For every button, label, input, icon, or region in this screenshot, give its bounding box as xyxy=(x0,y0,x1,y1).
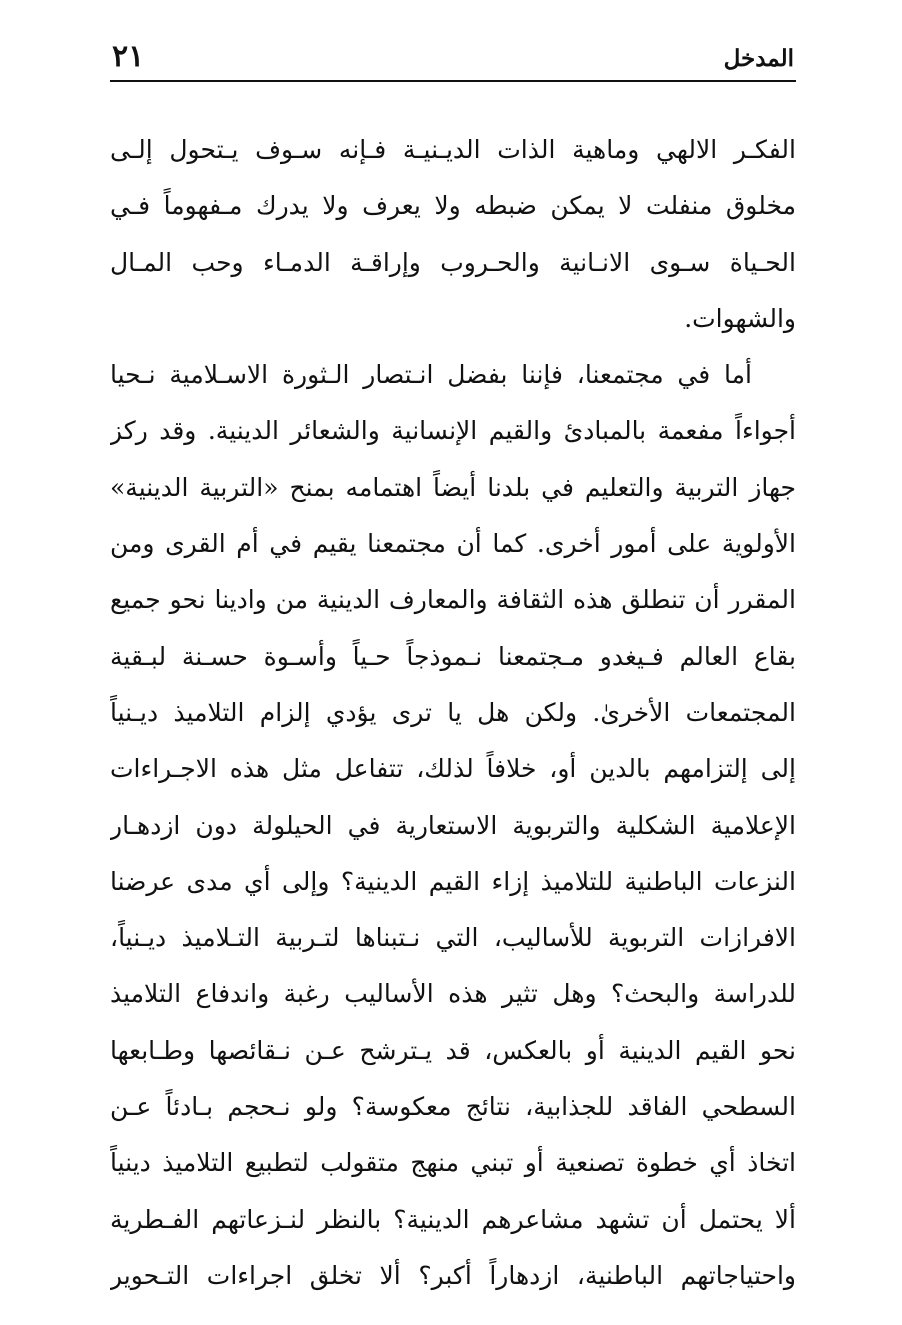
text-line: الفكـر الالهي وماهية الذات الديـنيـة فـإنه سـوف يـتحول إلـى xyxy=(110,135,796,164)
text-line: جهاز التربية والتعليم في بلدنا أيضاً اهتمامه بمنح «التربية الدينية» xyxy=(110,472,796,502)
text-line: النزعات الباطنية للتلاميذ إزاء القيم الدينية؟ وإلى أي مدى عرضنا xyxy=(110,866,796,896)
text-line: الافرازات التربوية للأساليب، التي نـتبناها لتـربية التـلاميذ ديـنياً، xyxy=(110,923,796,953)
text-line: للدراسة والبحث؟ وهل تثير هذه الأساليب رغبة واندفاع التلاميذ xyxy=(110,979,796,1009)
text-line: بقاع العالم فـيغدو مـجتمعنا نـموذجاً حـياً وأسـوة حسـنة لبـقية xyxy=(110,641,796,671)
text-line: أما في مجتمعنا، فإننا بفضل انـتصار الـثورة الاسـلامية نـحيا xyxy=(110,360,752,390)
text-line: والشهوات. xyxy=(684,303,796,333)
header-divider xyxy=(110,80,796,82)
text-line: الإعلامية الشكلية والتربوية الاستعارية في الحيلولة دون ازدهـار xyxy=(110,810,796,840)
text-line: الحـياة سـوى الانـانية والحـروب وإراقـة الدمـاء وحب المـال xyxy=(110,247,796,277)
chapter-title: المدخل xyxy=(723,45,794,72)
text-line: اتخاذ أي خطوة تصنعية أو تبني منهج متقولب لتطبيع التلاميذ دينياً xyxy=(110,1148,796,1178)
text-line: أجواءاً مفعمة بالمبادئ والقيم الإنسانية والشعائر الدينية. وقد ركز xyxy=(110,416,796,446)
text-line: المقرر أن تنطلق هذه الثقافة والمعارف الدينية من وادينا نحو جميع xyxy=(110,585,796,615)
text-line: المجتمعات الأخرىٰ. ولكن هل يا ترى يؤدي إلزام التلاميذ ديـنياً xyxy=(110,697,796,727)
text-line: إلى إلتزامهم بالدين أو، خلافاً لذلك، تتفاعل مثل هذه الاجـراءات xyxy=(110,754,796,784)
text-line: ألا يحتمل أن تشهد مشاعرهم الدينية؟ بالنظر لنـزعاتهم الفـطرية xyxy=(110,1204,796,1234)
page-number: ٢١ xyxy=(112,39,145,74)
text-line: نحو القيم الدينية أو بالعكس، قد يـترشح عـن نـقائصها وطـابعها xyxy=(110,1035,796,1065)
text-line: الأولوية على أمور أخرى. كما أن مجتمعنا يقيم في أم القرى ومن xyxy=(110,529,796,559)
text-line: واحتياجاتهم الباطنية، ازدهاراً أكبر؟ ألا تخلق اجراءات التـحوير xyxy=(110,1260,796,1290)
paragraph-1 xyxy=(110,122,796,347)
running-header xyxy=(110,30,796,82)
text-line: مخلوق منفلت لا يمكن ضبطه ولا يعرف ولا يدرك مـفهوماً فـي xyxy=(110,191,796,221)
body-text xyxy=(110,122,796,1304)
text-line: السطحي الفاقد للجذابية، نتائج معكوسة؟ ولو نـحجم بـادئاً عـن xyxy=(110,1092,796,1122)
paragraph-2 xyxy=(110,347,796,1304)
